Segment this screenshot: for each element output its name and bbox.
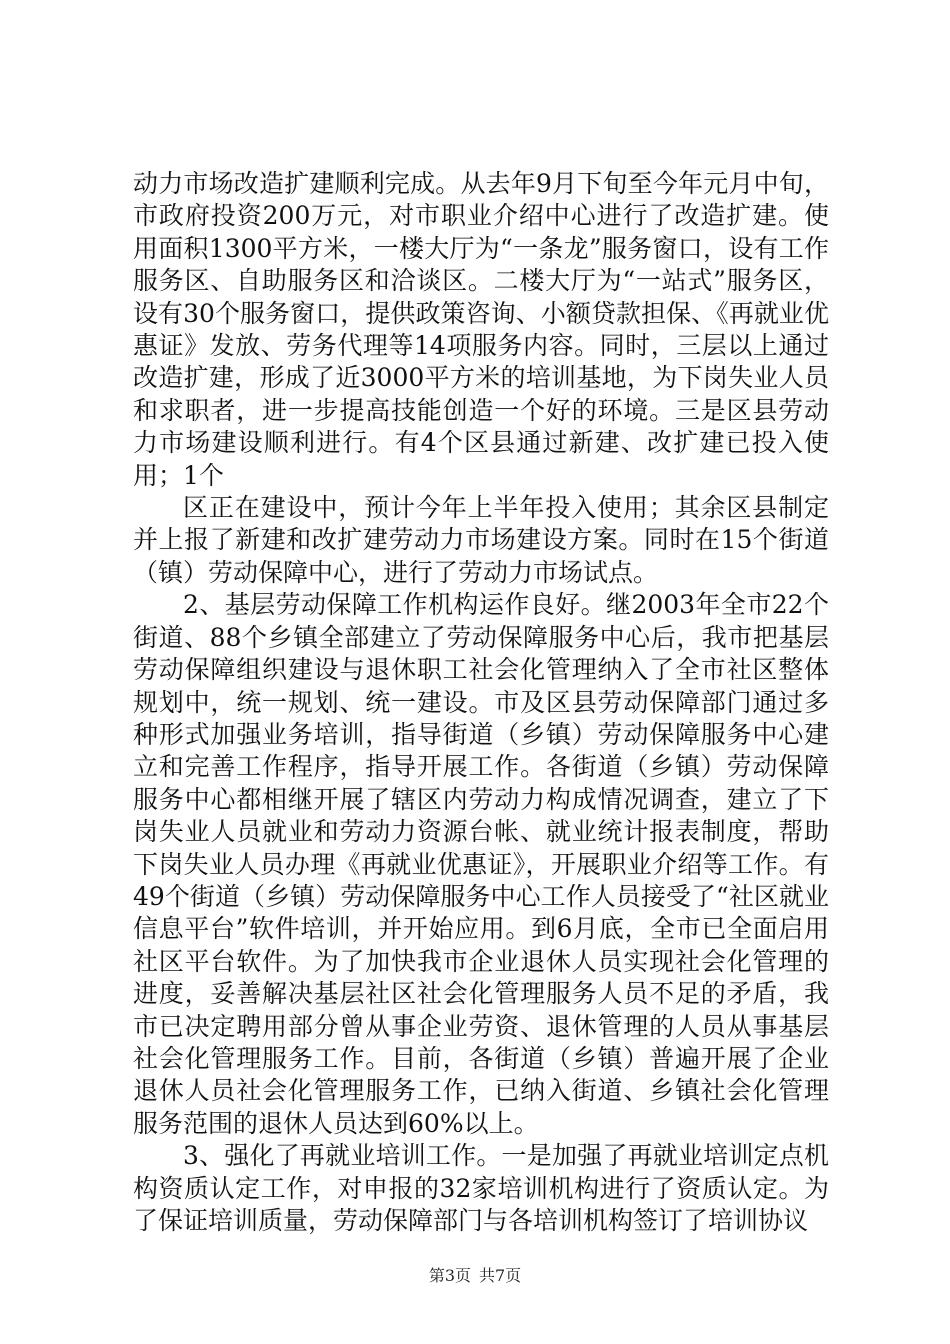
paragraph-1: 动力市场改造扩建顺利完成。从去年9月下旬至今年元月中旬，市政府投资200万元，对市职业介绍中心进行了改造扩建。使用面积1300平方米，一楼大厅为“一条龙”服务窗口，设有工作服务区、自助服务区和洽谈区。二楼大厅为“一站式”服务区，设有30个服务窗口，提供政策咨询、小额贷款担保、《再就业优惠证》发放、劳务代理等14项服务内容。同时，三层以上通过改造扩建，形成了近3000平方米的培训基地，为下岗失业人员和求职者，进一步提高技能创造一个好的环境。三是区县劳动力市场建设顺利进行。有4个区县通过新建、改扩建已投入使用；1个 [133, 169, 829, 490]
page-footer [0, 1266, 950, 1286]
document-body [133, 168, 829, 1237]
paragraph-3: 2、基层劳动保障工作机构运作良好。继2003年全市22个街道、88个乡镇全部建立了劳动保障服务中心后，我市把基层劳动保障组织建设与退休职工社会化管理纳入了全市社区整体规划中，统一规划、统一建设。市及区县劳动保障部门通过多种形式加强业务培训，指导街道（乡镇）劳动保障服务中心建立和完善工作程序，指导开展工作。各街道（乡镇）劳动保障服务中心都相继开展了辖区内劳动力构成情况调查，建立了下岗失业人员就业和劳动力资源台帐、就业统计报表制度，帮助下岗失业人员办理《再就业优惠证》，开展职业介绍等工作。有49个街道（乡镇）劳动保障服务中心工作人员接受了“社区就业信息平台”软件培训，并开始应用。到6月底，全市已全面启用社区平台软件。为了加快我市企业退休人员实现社会化管理的进度，妥善解决基层社区社会化管理服务人员不足的矛盾，我市已决定聘用部分曾从事企业劳资、退休管理的人员从事基层社会化管理服务工作。目前，各街道（乡镇）普遍开展了企业退休人员社会化管理服务工作，已纳入街道、乡镇社会化管理服务范围的退休人员达到60%以上。 [133, 590, 829, 1138]
page-number-total: 共7页 [479, 1266, 522, 1285]
paragraph-4: 3、强化了再就业培训工作。一是加强了再就业培训定点机构资质认定工作，对申报的32家培训机构进行了资质认定。为了保证培训质量，劳动保障部门与各培训机构签订了培训协议 [133, 1141, 829, 1235]
page-number-current: 第3页 [428, 1266, 471, 1285]
paragraph-2: 区正在建设中，预计今年上半年投入使用；其余区县制定并上报了新建和改扩建劳动力市场建设方案。同时在15个街道（镇）劳动保障中心，进行了劳动力市场试点。 [133, 493, 829, 587]
